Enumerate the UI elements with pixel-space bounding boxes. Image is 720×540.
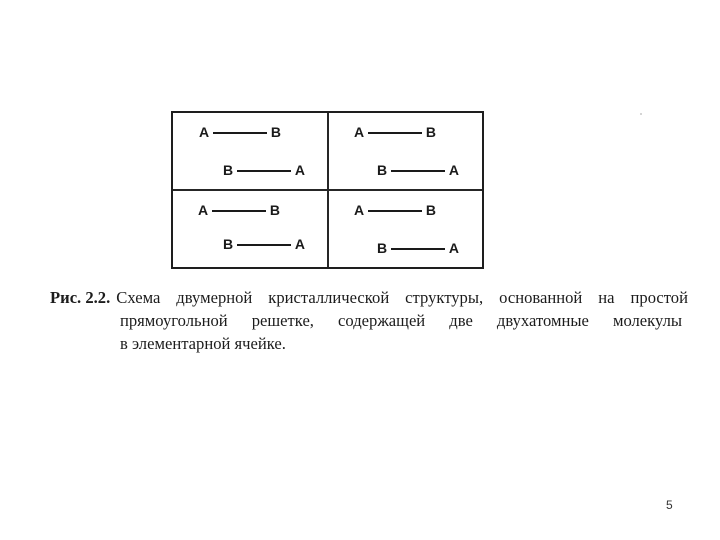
bond-line: [213, 132, 267, 134]
caption-text: прямоугольной решетке, содержащей две двухатомные молекулы: [120, 311, 682, 330]
figure-caption: [50, 286, 688, 355]
atom-label: B: [377, 162, 388, 178]
atom-label: A: [294, 236, 305, 252]
caption-line: [50, 286, 688, 309]
bond-line: [237, 244, 291, 246]
molecule-ab: [199, 123, 281, 141]
lattice-diagram: [171, 111, 484, 269]
molecule-ba: [377, 161, 459, 179]
page-number: 5: [666, 498, 673, 512]
molecule-ab: [354, 201, 436, 219]
atom-label: B: [425, 202, 436, 218]
atom-label: A: [199, 124, 210, 140]
bond-line: [237, 170, 291, 172]
atom-label: B: [269, 202, 280, 218]
molecule-ba: [223, 235, 305, 253]
atom-label: B: [425, 124, 436, 140]
atom-label: B: [270, 124, 281, 140]
bond-line: [212, 210, 266, 212]
bond-line: [368, 210, 422, 212]
bond-line: [391, 170, 445, 172]
atom-label: B: [223, 236, 234, 252]
figure-label: Рис. 2.2.: [50, 288, 111, 307]
caption-line: [50, 309, 682, 332]
atom-label: A: [198, 202, 209, 218]
cell-divider-horizontal: [173, 189, 482, 191]
atom-label: B: [377, 240, 388, 256]
atom-label: B: [223, 162, 234, 178]
atom-label: A: [354, 202, 365, 218]
caption-text: в элементарной ячейке.: [120, 334, 286, 353]
bond-line: [391, 248, 445, 250]
atom-label: A: [354, 124, 365, 140]
molecule-ba: [223, 161, 305, 179]
atom-label: A: [448, 240, 459, 256]
atom-label: A: [448, 162, 459, 178]
caption-line: [50, 332, 682, 355]
atom-label: A: [294, 162, 305, 178]
molecule-ba: [377, 239, 459, 257]
caption-text: Схема двумерной кристаллической структуры, основанной на простой: [116, 288, 688, 307]
molecule-ab: [198, 201, 280, 219]
molecule-ab: [354, 123, 436, 141]
scan-speck: [640, 113, 642, 115]
bond-line: [368, 132, 422, 134]
